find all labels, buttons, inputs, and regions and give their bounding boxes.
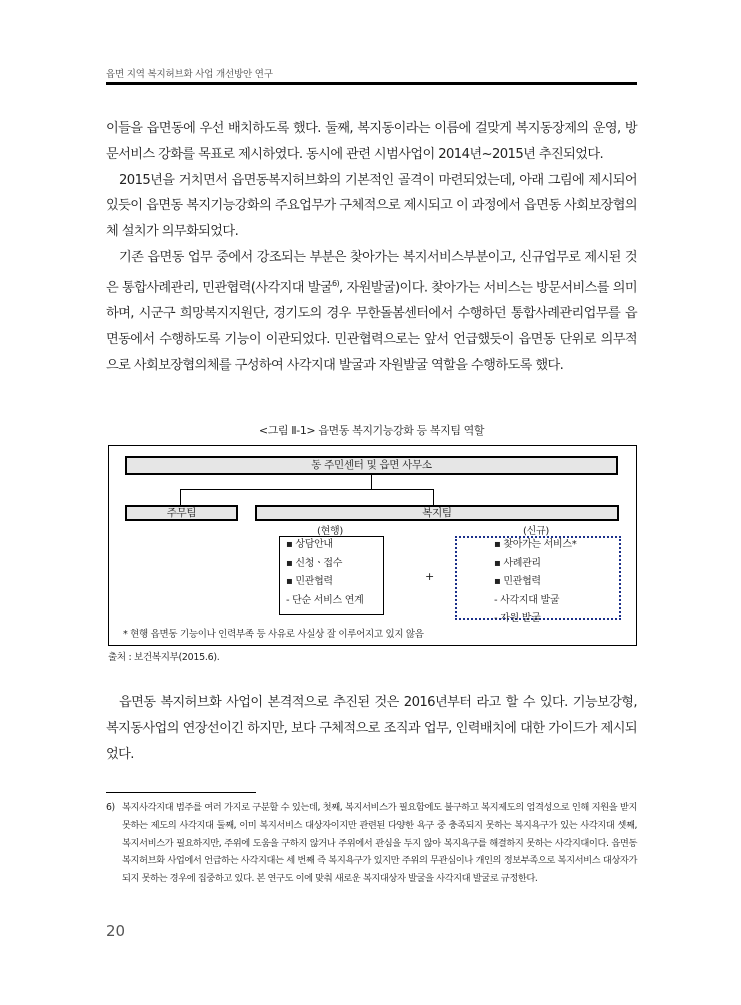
current-task-item: ▪ 신청ㆍ접수 xyxy=(286,557,343,569)
current-task-item: ▪ 상담안내 xyxy=(286,539,333,550)
paragraph-2: 2015년을 거치면서 읍면동복지허브화의 기본적인 골격이 마련되었는데, 아래 그림에 제시되어 있듯이 읍면동 복지기능강화의 주요업무가 구체적으로 제시되고 이 과정에서 읍면동 사회보장협의체 설치가 의무화되었다. xyxy=(106,172,637,240)
footnote-number: 6) xyxy=(106,802,115,813)
footnote-text: 복지사각지대 범주를 여러 가지로 구분할 수 있는데, 첫째, 복지서비스가 필요함에도 불구하고 복지제도의 엄격성으로 인해 지원을 받지 못하는 제도의 사각지대 둘째, 이미 복지서비스 대상자이지만 관련된 다양한 욕구 중 충족되지 못하는 복지욕구가 있는 사각지대 셋째, 복지서비스가 필요하지만, 주위에 도움을 구하지 않거나 주위에서 관심을 두지 않아 복지욕구를 해결하지 못하는 사각지대이다. 읍면동 복지허브화 사업에서 언급하는 사각지대는 세 번째 즉 복지욕구가 있지만 주위의 무관심이나 개인의 정보부족으로 복지서비스 대상자가 되지 못하는 경우에 집중하고 있다. 본 연구도 이에 맞춰 새로운 복지대상자 발굴을 사각지대 발굴로 규정한다. xyxy=(122,802,637,885)
connector-vertical-top xyxy=(371,475,372,489)
footnote-rule xyxy=(106,792,256,793)
new-task-list xyxy=(494,536,576,629)
new-task-item: ▪ 민관협력 xyxy=(494,576,541,587)
current-label: (현행) xyxy=(317,526,343,537)
new-task-item: - 자원 발굴 xyxy=(494,613,541,624)
connector-right xyxy=(433,489,434,506)
footnote xyxy=(106,799,637,888)
paragraph-1: 이들을 읍면동에 우선 배치하도록 했다. 둘째, 복지동이라는 이름에 걸맞게 복지동장제의 운영, 방문서비스 강화를 목표로 제시하였다. 동시에 관련 시범사업이 2014년~2015년 추진되었다. xyxy=(106,121,637,162)
paragraph-3 xyxy=(106,245,637,378)
paragraph-3-part-b: , 자원발굴)이다. 찾아가는 서비스는 방문서비스를 의미하며, 시군구 희망복지지원단, 경기도의 경우 무한돌봄센터에서 수행하던 통합사례관리업무를 읍면동에서 수행하도록 기능이 이관되었다. 민관협력으로는 앞서 언급했듯이 읍면동 단위로 의무적으로 사회보장협의체를 구성하여 사각지대 발굴과 자원발굴 역할을 수행하도록 했다. xyxy=(106,280,637,373)
plus-sign: + xyxy=(425,570,434,583)
body-text-lower xyxy=(106,690,637,767)
new-task-item: ▪ 사례관리 xyxy=(494,557,541,569)
figure-caption: <그림 Ⅱ-1> 읍면동 복지기능강화 등 복지팀 역할 xyxy=(258,424,485,437)
connector-left xyxy=(180,489,181,506)
figure-note: * 현행 읍면동 기능이나 인력부족 등 사유로 사실상 잘 이루어지고 있지 않음 xyxy=(123,629,424,640)
current-task-item: - 단순 서비스 연계 xyxy=(286,594,364,606)
new-label: (신규) xyxy=(523,526,549,537)
header-rule xyxy=(106,82,637,85)
new-task-item: - 사각지대 발굴 xyxy=(494,594,560,606)
figure-source: 출처 : 보건복지부(2015.6). xyxy=(108,652,220,663)
new-tasks-box xyxy=(455,536,621,624)
current-task-item: ▪ 민관협력 xyxy=(286,576,333,587)
paragraph-4: 읍면동 복지허브화 사업이 본격적으로 추진된 것은 2016년부터 라고 할 수 있다. 기능보강형, 복지동사업의 연장선이긴 하지만, 보다 구체적으로 조직과 업무, 인력배치에 대한 가이드가 제시되었다. xyxy=(106,695,637,762)
new-task-item: ▪ 찾아가는 서비스* xyxy=(494,539,577,550)
footnote-reference[interactable]: 6) xyxy=(332,278,340,288)
current-task-list xyxy=(286,536,363,610)
welfare-team-box: 복지팀 xyxy=(255,505,619,521)
paragraph-3-part-a: 기존 읍면동 업무 중에서 강조되는 부분은 찾아가는 복지서비스부분이고, 신규업무로 제시된 것은 통합사례관리, 민관협력(사각지대 발굴 xyxy=(106,249,637,296)
body-text-upper xyxy=(106,116,637,378)
page-number: 20 xyxy=(106,922,126,940)
office-box: 동 주민센터 및 읍면 사무소 xyxy=(125,456,618,475)
admin-team-box: 주무팀 xyxy=(125,505,238,521)
current-tasks-box xyxy=(279,536,384,615)
figure-frame xyxy=(108,445,637,646)
running-title: 읍면 지역 복지허브화 사업 개선방안 연구 xyxy=(106,69,273,80)
connector-horizontal xyxy=(180,489,433,490)
